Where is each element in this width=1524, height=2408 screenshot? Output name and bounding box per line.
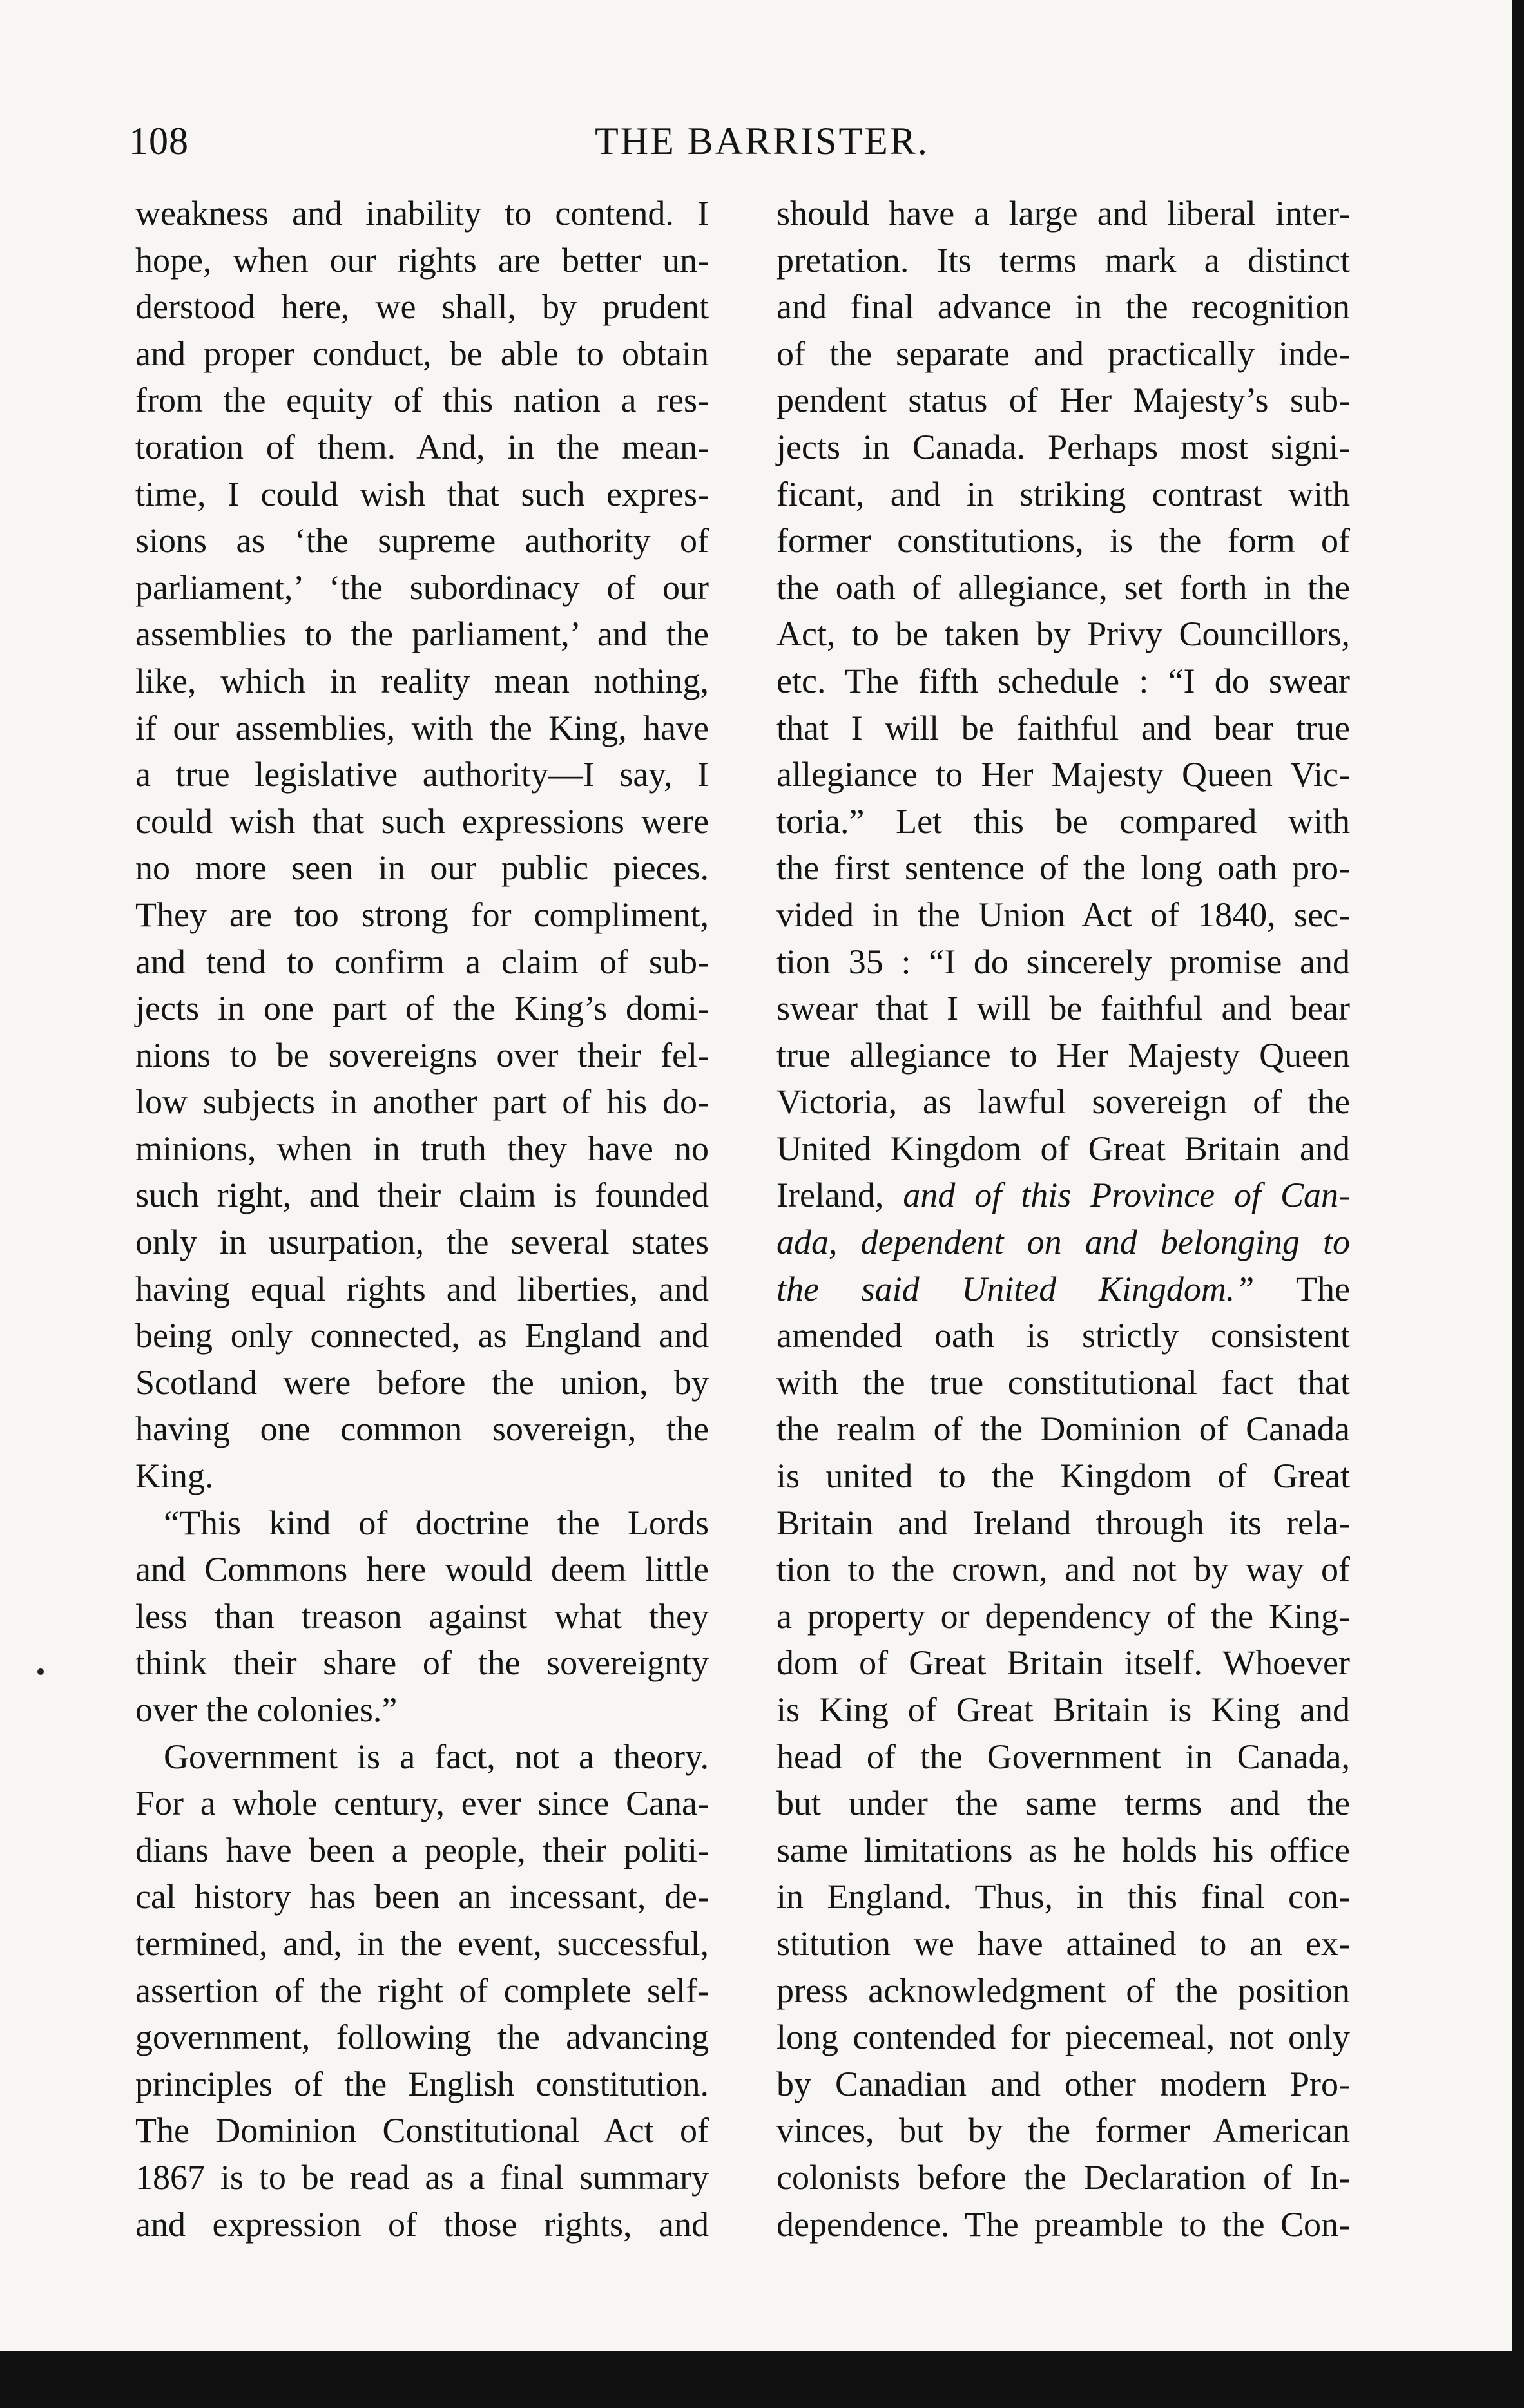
text-line: same limitations as he holds his office xyxy=(776,1830,1350,1869)
text-line: Scotland were before the union, by xyxy=(135,1362,709,1402)
text-line: should have a large and liberal inter- xyxy=(776,194,1350,233)
text-line: is united to the Kingdom of Great xyxy=(776,1457,1350,1496)
text-fragment: The xyxy=(1296,1269,1350,1308)
text-line: principles of the English constitution. xyxy=(135,2064,709,2103)
text-line: being only connected, as England and xyxy=(135,1316,709,1355)
text-line: from the equity of this nation a res- xyxy=(135,381,709,420)
text-line: The Dominion Constitutional Act of xyxy=(135,2111,709,2150)
text-line: having equal rights and liberties, and xyxy=(135,1269,709,1308)
text-line: hope, when our rights are better un- xyxy=(135,240,709,280)
page-edge-shadow xyxy=(1512,0,1524,2408)
text-line: press acknowledgment of the position xyxy=(776,1971,1350,2010)
text-line: etc. The fifth schedule : “I do swear xyxy=(776,661,1350,700)
text-line: cal history has been an incessant, de- xyxy=(135,1877,709,1916)
left-column xyxy=(135,190,709,2248)
text-line: United Kingdom of Great Britain and xyxy=(776,1129,1350,1168)
text-line: and Commons here would deem little xyxy=(135,1550,709,1589)
text-line: less than treason against what they xyxy=(135,1596,709,1636)
text-line: and tend to confirm a claim of sub- xyxy=(135,942,709,981)
text-line: true allegiance to Her Majesty Queen xyxy=(776,1035,1350,1075)
text-line: Government is a fact, not a theory. xyxy=(164,1737,709,1776)
text-line xyxy=(776,1172,1350,1219)
text-line: over the colonies.” xyxy=(135,1690,398,1729)
text-line: head of the Government in Canada, xyxy=(776,1737,1350,1776)
text-line: sions as ‘the supreme authority of xyxy=(135,521,709,560)
page-number: 108 xyxy=(129,120,189,162)
margin-speck xyxy=(37,1668,44,1675)
text-line: jects in Canada. Perhaps most signi- xyxy=(776,427,1350,466)
text-line: dom of Great Britain itself. Whoever xyxy=(776,1643,1350,1683)
text-line: Act, to be taken by Privy Councillors, xyxy=(776,615,1350,654)
text-line: King. xyxy=(135,1457,214,1496)
text-line: and proper conduct, be able to obtain xyxy=(135,334,709,373)
text-line: “This kind of doctrine the Lords xyxy=(164,1503,709,1542)
italic-fragment: ada, dependent on and belonging to xyxy=(776,1223,1350,1262)
text-line: having one common sovereign, the xyxy=(135,1409,709,1449)
text-line xyxy=(776,1266,1350,1313)
text-line: stitution we have attained to an ex- xyxy=(776,1924,1350,1963)
text-line: parliament,’ ‘the subordinacy of our xyxy=(135,568,709,607)
text-line: For a whole century, ever since Cana- xyxy=(135,1784,709,1823)
text-line: ficant, and in striking contrast with xyxy=(776,474,1350,513)
text-line: 1867 is to be read as a final summary xyxy=(135,2157,709,2197)
text-line: nions to be sovereigns over their fel- xyxy=(135,1035,709,1075)
text-line: dians have been a people, their politi- xyxy=(135,1830,709,1869)
text-line: Britain and Ireland through its rela- xyxy=(776,1503,1350,1542)
text-line: long contended for piecemeal, not only xyxy=(776,2018,1350,2057)
text-line: swear that I will be faithful and bear xyxy=(776,989,1350,1028)
text-line: of the separate and practically inde- xyxy=(776,334,1350,373)
text-line: time, I could wish that such expres- xyxy=(135,474,709,513)
text-line: minions, when in truth they have no xyxy=(135,1129,709,1168)
text-line: vided in the Union Act of 1840, sec- xyxy=(776,895,1350,934)
text-line: but under the same terms and the xyxy=(776,1784,1350,1823)
text-line: a true legislative authority—I say, I xyxy=(135,755,709,794)
text-line: colonists before the Declaration of In- xyxy=(776,2157,1350,2197)
text-line: allegiance to Her Majesty Queen Vic- xyxy=(776,755,1350,794)
text-line: tion to the crown, and not by way of xyxy=(776,1550,1350,1589)
text-line: toration of them. And, in the mean- xyxy=(135,427,709,466)
text-line: is King of Great Britain is King and xyxy=(776,1690,1350,1729)
text-line: pretation. Its terms mark a distinct xyxy=(776,240,1350,280)
text-line: such right, and their claim is founded xyxy=(135,1176,709,1215)
right-column xyxy=(776,190,1350,2248)
text-line: think their share of the sovereignty xyxy=(135,1643,709,1683)
text-line: and final advance in the recognition xyxy=(776,287,1350,327)
text-line: Victoria, as lawful sovereign of the xyxy=(776,1082,1350,1122)
text-line: former constitutions, is the form of xyxy=(776,521,1350,560)
italic-fragment: the said United Kingdom.” xyxy=(776,1269,1255,1308)
text-line: if our assemblies, with the King, have xyxy=(135,708,709,747)
italic-fragment: and of this Province of Can- xyxy=(903,1176,1351,1215)
text-line: low subjects in another part of his do- xyxy=(135,1082,709,1122)
text-line: pendent status of Her Majesty’s sub- xyxy=(776,381,1350,420)
text-line: a property or dependency of the King- xyxy=(776,1596,1350,1636)
text-line: by Canadian and other modern Pro- xyxy=(776,2064,1350,2103)
text-line: only in usurpation, the several states xyxy=(135,1223,709,1262)
text-line: dependence. The preamble to the Con- xyxy=(776,2204,1350,2244)
running-title: THE BARRISTER. xyxy=(595,120,929,162)
text-line: like, which in reality mean nothing, xyxy=(135,661,709,700)
text-line xyxy=(776,1219,1350,1266)
text-line: tion 35 : “I do sincerely promise and xyxy=(776,942,1350,981)
text-line: government, following the advancing xyxy=(135,2018,709,2057)
text-line: the first sentence of the long oath pro- xyxy=(776,848,1350,888)
text-line: that I will be faithful and bear true xyxy=(776,708,1350,747)
text-fragment: Ireland, xyxy=(776,1176,903,1215)
text-line: the realm of the Dominion of Canada xyxy=(776,1409,1350,1449)
text-line: and expression of those rights, and xyxy=(135,2204,709,2244)
text-line: jects in one part of the King’s domi- xyxy=(135,989,709,1028)
scan-bottom-band xyxy=(0,2351,1524,2408)
text-line: with the true constitutional fact that xyxy=(776,1362,1350,1402)
text-line: assertion of the right of complete self- xyxy=(135,1971,709,2010)
text-line: could wish that such expressions were xyxy=(135,801,709,841)
text-line: assemblies to the parliament,’ and the xyxy=(135,615,709,654)
text-line: vinces, but by the former American xyxy=(776,2111,1350,2150)
text-line: derstood here, we shall, by prudent xyxy=(135,287,709,327)
text-line: the oath of allegiance, set forth in the xyxy=(776,568,1350,607)
text-line: in England. Thus, in this final con- xyxy=(776,1877,1350,1916)
text-line: termined, and, in the event, successful, xyxy=(135,1924,709,1963)
text-line: They are too strong for compliment, xyxy=(135,895,709,934)
text-line: amended oath is strictly consistent xyxy=(776,1316,1350,1355)
text-line: toria.” Let this be compared with xyxy=(776,801,1350,841)
text-line: no more seen in our public pieces. xyxy=(135,848,709,888)
text-line: weakness and inability to contend. I xyxy=(135,194,709,233)
